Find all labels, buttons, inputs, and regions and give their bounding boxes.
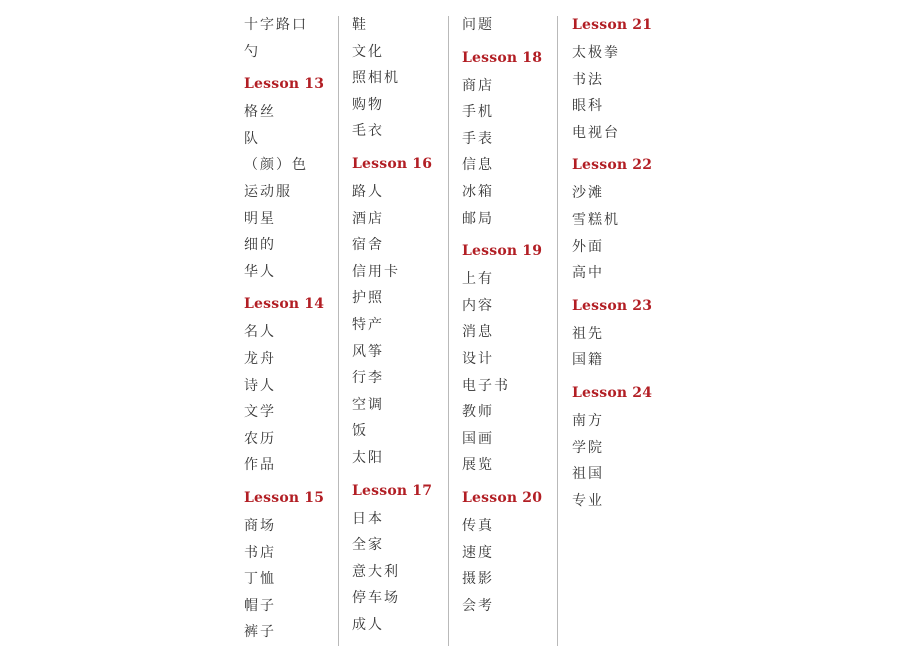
vocab-column-1 [238, 12, 340, 648]
vocab-word: 照相机 [352, 70, 400, 87]
vocab-word: 信用卡 [352, 263, 400, 280]
vocab-word: 太极拳 [572, 45, 620, 61]
vocab-word: 外面 [572, 238, 604, 255]
vocab-word: 手机 [462, 104, 494, 121]
vocab-word: 专业 [572, 492, 604, 509]
vocab-word: 文学 [244, 404, 276, 421]
vocab-word: 名人 [244, 324, 276, 341]
vocab-word: 商店 [462, 77, 494, 94]
vocab-word: 祖国 [572, 466, 604, 483]
vocab-word: 宿舍 [352, 237, 384, 254]
lesson-heading: Lesson 13 [244, 76, 325, 93]
vocab-word: 明星 [244, 210, 276, 227]
lesson-heading: Lesson 16 [352, 155, 433, 172]
vocab-word: 书店 [244, 544, 276, 561]
lesson-heading: Lesson 18 [462, 49, 543, 66]
vocab-word: 农历 [244, 430, 276, 447]
vocab-word: 空调 [352, 396, 384, 413]
vocab-word: 内容 [462, 297, 494, 314]
vocab-column-4 [566, 12, 672, 648]
vocab-word: 手表 [462, 130, 494, 147]
vocab-word: 邮局 [462, 210, 494, 227]
vocab-word: 诗人 [244, 377, 276, 394]
vocab-word: 教师 [462, 404, 494, 421]
vocab-word: 风筝 [352, 343, 384, 360]
vocab-word: 展览 [462, 457, 494, 474]
vocab-word: 意大利 [352, 563, 400, 580]
vocab-word: 南方 [572, 412, 604, 429]
vocab-word: 作品 [244, 457, 276, 474]
vocab-word: 商场 [244, 517, 276, 534]
lesson-heading: Lesson 23 [572, 297, 653, 314]
vocab-word: 雪糕机 [572, 211, 620, 228]
lesson-heading: Lesson 21 [572, 17, 653, 33]
vocab-word: 龙舟 [244, 350, 276, 367]
column-divider [557, 16, 558, 646]
vocab-column-2 [346, 12, 448, 648]
vocab-word: 路人 [352, 183, 384, 200]
vocab-word: 消息 [462, 324, 494, 341]
vocab-word: 十字路口 [244, 17, 308, 33]
vocab-word: 眼科 [572, 98, 604, 115]
vocab-word: 冰箱 [462, 183, 494, 200]
vocab-word: 护照 [352, 290, 384, 307]
vocab-word: 国画 [462, 430, 494, 447]
vocab-word: 特产 [352, 316, 384, 333]
vocab-word: 上有 [462, 271, 494, 288]
lesson-heading: Lesson 22 [572, 157, 653, 174]
vocab-word: 勺 [244, 43, 260, 60]
vocab-word: 太阳 [352, 449, 384, 466]
vocab-word: 问题 [462, 17, 494, 33]
vocab-word: 酒店 [352, 210, 384, 227]
vocab-word: 电子书 [462, 377, 510, 394]
vocab-word: 国籍 [572, 352, 604, 369]
column-divider [338, 16, 339, 646]
vocab-word: 高中 [572, 265, 604, 282]
vocab-word: 运动服 [244, 183, 292, 200]
vocab-word: 鞋 [352, 17, 368, 33]
vocab-word: （颜）色 [244, 157, 308, 174]
vocab-word: 裤子 [244, 624, 276, 641]
vocab-word: 速度 [462, 544, 494, 561]
vocab-word: 行李 [352, 370, 384, 387]
vocab-word: 帽子 [244, 597, 276, 614]
vocab-word: 停车场 [352, 590, 400, 607]
vocab-word: 细的 [244, 237, 276, 254]
vocab-word: 书法 [572, 71, 604, 88]
lesson-heading: Lesson 20 [462, 489, 543, 506]
vocab-word: 会考 [462, 597, 494, 614]
vocab-word: 祖先 [572, 325, 604, 342]
lesson-heading: Lesson 15 [244, 489, 325, 506]
vocab-word: 沙滩 [572, 185, 604, 202]
vocab-word: 全家 [352, 537, 384, 554]
vocab-word: 丁恤 [244, 571, 276, 588]
lesson-heading: Lesson 17 [352, 482, 433, 499]
vocab-word: 摄影 [462, 571, 494, 588]
vocab-word: 设计 [462, 350, 494, 367]
vocab-word: 格丝 [244, 104, 276, 121]
vocab-word: 学院 [572, 439, 604, 456]
column-divider [448, 16, 449, 646]
vocab-word: 成人 [352, 616, 384, 633]
vocab-word: 电视台 [572, 124, 620, 141]
vocab-word: 传真 [462, 517, 494, 534]
vocab-word: 购物 [352, 96, 384, 113]
vocab-word: 信息 [462, 157, 494, 174]
lesson-heading: Lesson 24 [572, 384, 653, 401]
vocab-column-3 [456, 12, 558, 648]
lesson-heading: Lesson 14 [244, 296, 325, 313]
lesson-heading: Lesson 19 [462, 243, 543, 260]
vocab-word: 文化 [352, 43, 384, 60]
vocab-word: 华人 [244, 263, 276, 280]
vocab-word: 饭 [352, 423, 368, 440]
vocab-word: 日本 [352, 510, 384, 527]
vocab-word: 队 [244, 130, 260, 147]
vocab-word: 毛衣 [352, 123, 384, 140]
